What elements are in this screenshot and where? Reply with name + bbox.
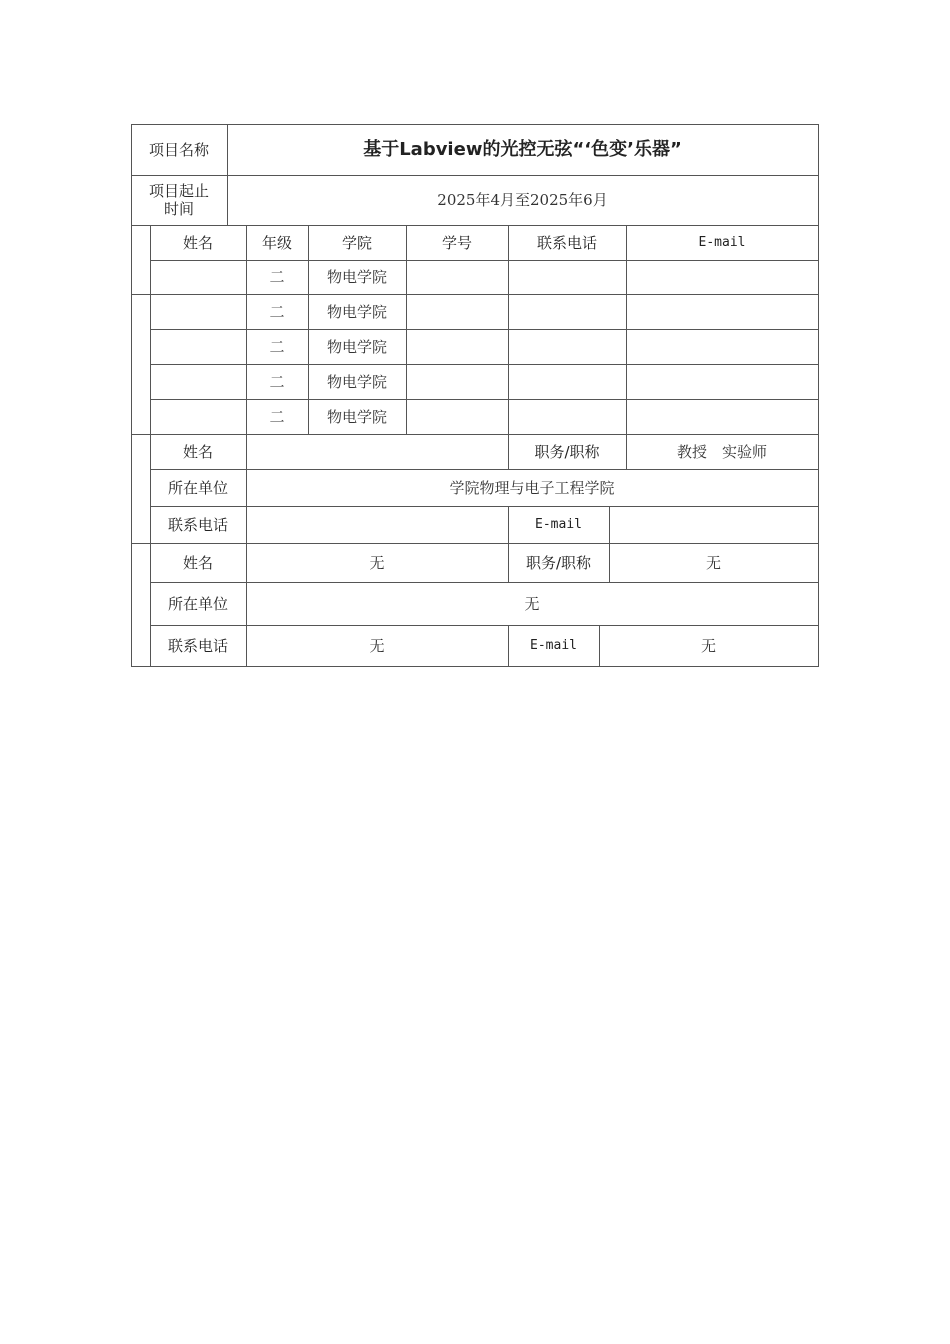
advisor1-phone-value (246, 506, 508, 543)
member-id (406, 364, 508, 399)
advisor1-name-label: 姓名 (182, 442, 213, 461)
members-header-phone: 联系电话 (536, 233, 597, 252)
member-name (150, 364, 246, 399)
members-header-name: 姓名 (182, 233, 213, 252)
member-college: 物电学院 (326, 302, 387, 321)
advisor2-name-label: 姓名 (182, 553, 213, 572)
advisor1-phone-label: 联系电话 (167, 515, 228, 534)
member-grade: 二 (269, 407, 285, 426)
advisor2-name-value: 无 (369, 553, 385, 572)
advisor2-email-label: E-mail (530, 637, 577, 653)
advisor2-title-label: 职务/职称 (525, 553, 592, 572)
member-email (626, 260, 818, 294)
advisor2-unit-label: 所在单位 (167, 594, 228, 613)
advisor1-title-label: 职务/职称 (534, 442, 600, 461)
member-email (626, 329, 818, 364)
project-name-label: 项目名称 (148, 140, 209, 159)
advisor1-unit-label: 所在单位 (167, 478, 228, 497)
project-period-value: 2025年4月至2025年6月 (437, 191, 608, 209)
member-phone (508, 399, 626, 434)
member-college: 物电学院 (326, 337, 387, 356)
member-name (150, 399, 246, 434)
advisor1-name-value (246, 434, 508, 469)
member-grade: 二 (269, 372, 285, 391)
member-college: 物电学院 (326, 407, 387, 426)
advisor2-unit-value: 无 (524, 594, 540, 613)
members-header-email: E-mail (698, 234, 746, 250)
member-phone (508, 329, 626, 364)
member-college: 物电学院 (326, 372, 387, 391)
members-header-grade: 年级 (261, 233, 292, 252)
advisor2-title-value: 无 (705, 553, 721, 572)
members-header-college: 学院 (341, 233, 372, 252)
member-email (626, 364, 818, 399)
advisor1-unit-value: 学院物理与电子工程学院 (449, 478, 615, 497)
member-name (150, 329, 246, 364)
member-grade: 二 (269, 268, 285, 286)
member-name (150, 260, 246, 294)
advisor1-title-value: 教授 实验师 (676, 442, 767, 461)
member-id (406, 294, 508, 329)
member-phone (508, 260, 626, 294)
advisor2-email-value: 无 (700, 636, 716, 655)
member-phone (508, 294, 626, 329)
member-grade: 二 (269, 337, 285, 356)
advisor1-email-label: E-mail (535, 516, 582, 532)
project-period-label (131, 175, 227, 225)
member-grade: 二 (269, 302, 285, 321)
project-period-label-line1: 项目起止 (148, 182, 209, 200)
members-header-id: 学号 (441, 233, 472, 252)
member-email (626, 399, 818, 434)
member-email (626, 294, 818, 329)
member-phone (508, 364, 626, 399)
advisor2-phone-label: 联系电话 (167, 636, 228, 655)
project-name-value: 基于Labview的光控无弦“‘色变’乐器” (363, 138, 682, 160)
member-id (406, 399, 508, 434)
member-id (406, 260, 508, 294)
member-college: 物电学院 (326, 268, 387, 286)
member-id (406, 329, 508, 364)
advisor2-phone-value: 无 (369, 636, 385, 655)
advisor1-email-value (609, 506, 818, 543)
project-period-label-line2: 时间 (163, 200, 194, 218)
member-name (150, 294, 246, 329)
